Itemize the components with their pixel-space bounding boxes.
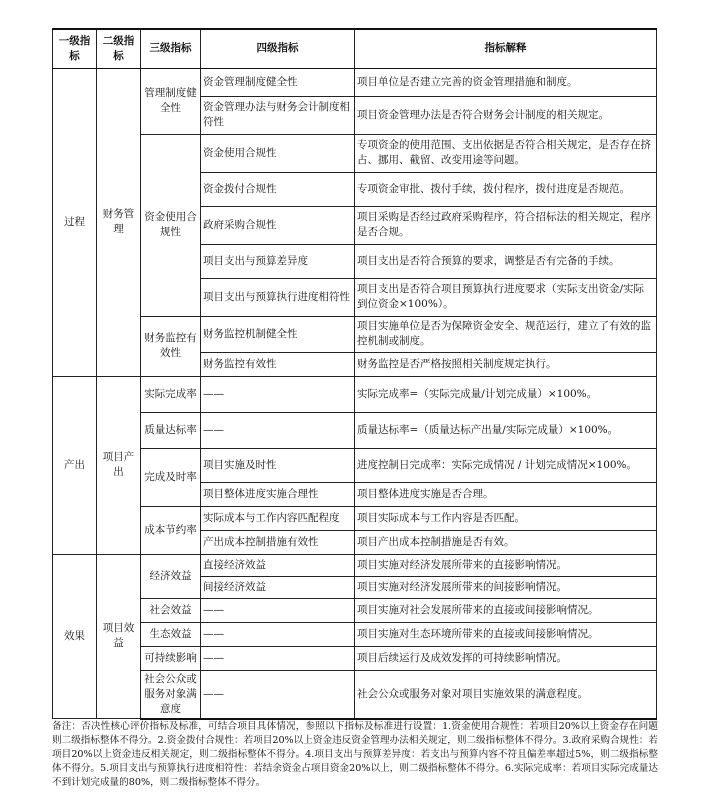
header-level1: 一级指标	[53, 29, 97, 68]
table-row	[53, 622, 657, 646]
level3-cell: 质量达标率	[141, 412, 201, 448]
level4-cell: 项目支出与预算差异度	[201, 244, 355, 278]
table-row	[53, 134, 657, 172]
level3-cell: 管理制度健全性	[141, 68, 201, 134]
level4-cell: ——	[201, 670, 355, 719]
explanation-cell: 社会公众或服务对象对项目实施效果的满意程度。	[355, 670, 657, 719]
level2-financial-management: 财务管理	[97, 68, 141, 376]
table-row	[53, 598, 657, 622]
header-explanation: 指标解释	[355, 29, 657, 68]
level4-cell: 财务监控机制健全性	[201, 316, 355, 352]
level4-cell: 实际成本与工作内容匹配程度	[201, 506, 355, 530]
table-footnote: 备注：否决性核心评价指标及标准，可结合项目具体情况，参照以下指标及标准进行设置：1.资金使用合规性：若项目20%以上资金存在问题则二级指标整体不得分。2.资金拨付合规性：若项目20%以上资金违反资金管理办法相关规定，则二级指标整体不得分。3.政府采购合规性：若项目20%以上资金违反相关规定，则二级指标整体不得分。4.项目支出与预算差异度：若支出与预算内容不符且偏差率超过5%，则二级指标整体不得分。5.项目支出与预算执行进度相符性：若结余资金占项目资金20%以上，则二级指标整体不得分。6.实际完成率：若项目实际完成量达不到计划完成量的80%，则二级指标整体不得分。	[52, 721, 658, 788]
level3-cell: 实际完成率	[141, 376, 201, 412]
level1-effect: 效果	[53, 554, 97, 719]
explanation-cell: 项目实施对经济发展所带来的间接影响情况。	[355, 576, 657, 598]
explanation-cell: 项目资金管理办法是否符合财务会计制度的相关规定。	[355, 96, 657, 134]
explanation-cell: 专项资金审批、拨付手续，拨付程序，拨付进度是否规范。	[355, 172, 657, 206]
level4-cell: 资金管理办法与财务会计制度相符性	[201, 96, 355, 134]
explanation-cell: 项目实施单位是否为保障资金安全、规范运行，建立了有效的监控机制或制度。	[355, 316, 657, 352]
level4-cell: 资金管理制度健全性	[201, 68, 355, 96]
level1-output: 产出	[53, 376, 97, 554]
explanation-cell: 质量达标率=（质量达标产出量/实际完成量）×100%。	[355, 412, 657, 448]
level4-cell: 项目实施及时性	[201, 448, 355, 482]
level4-cell: 间接经济效益	[201, 576, 355, 598]
level3-cell: 社会效益	[141, 598, 201, 622]
level3-cell: 可持续影响	[141, 646, 201, 670]
level3-cell: 财务监控有效性	[141, 316, 201, 376]
table-row	[53, 316, 657, 352]
level4-cell: ——	[201, 646, 355, 670]
explanation-cell: 项目后续运行及成效发挥的可持续影响情况。	[355, 646, 657, 670]
explanation-cell: 专项资金的使用范围、支出依据是否符合相关规定，是否存在挤占、挪用、截留、改变用途等问题。	[355, 134, 657, 172]
level4-cell: ——	[201, 412, 355, 448]
level1-process: 过程	[53, 68, 97, 376]
explanation-cell: 项目实施对社会发展所带来的直接或间接影响情况。	[355, 598, 657, 622]
level4-cell: 直接经济效益	[201, 554, 355, 576]
level3-cell: 成本节约率	[141, 506, 201, 554]
table-row	[53, 448, 657, 482]
level4-cell: ——	[201, 622, 355, 646]
explanation-cell: 项目实施对生态环境所带来的直接或间接影响情况。	[355, 622, 657, 646]
explanation-cell: 项目采购是否经过政府采购程序，符合招标法的相关规定，程序是否合规。	[355, 206, 657, 244]
level4-cell: 资金拨付合规性	[201, 172, 355, 206]
level4-cell: 项目支出与预算执行进度相符性	[201, 278, 355, 316]
explanation-cell: 实际完成率=（实际完成量/计划完成量）×100%。	[355, 376, 657, 412]
level4-cell: ——	[201, 376, 355, 412]
table-row	[53, 68, 657, 96]
explanation-cell: 项目支出是否符合项目预算执行进度要求（实际支出资金/实际到位资金×100%）。	[355, 278, 657, 316]
explanation-cell: 项目单位是否建立完善的资金管理措施和制度。	[355, 68, 657, 96]
level4-cell: ——	[201, 598, 355, 622]
indicator-table	[52, 28, 657, 720]
level4-cell: 资金使用合规性	[201, 134, 355, 172]
level3-cell: 完成及时率	[141, 448, 201, 506]
level4-cell: 财务监控有效性	[201, 352, 355, 376]
level4-cell: 政府采购合规性	[201, 206, 355, 244]
explanation-cell: 项目实际成本与工作内容是否匹配。	[355, 506, 657, 530]
table-row	[53, 554, 657, 576]
explanation-cell: 项目整体进度实施是否合理。	[355, 482, 657, 506]
level2-project-benefit: 项目效益	[97, 554, 141, 719]
table-row	[53, 646, 657, 670]
table-row	[53, 670, 657, 719]
table-row	[53, 376, 657, 412]
table-header-row	[53, 29, 657, 68]
explanation-cell: 项目支出是否符合预算的要求，调整是否有完备的手续。	[355, 244, 657, 278]
header-level2: 二级指标	[97, 29, 141, 68]
header-level3: 三级指标	[141, 29, 201, 68]
table-row	[53, 412, 657, 448]
level3-cell: 社会公众或服务对象满意度	[141, 670, 201, 719]
level3-cell: 生态效益	[141, 622, 201, 646]
explanation-cell: 进度控制日完成率：实际完成情况 / 计划完成情况×100%。	[355, 448, 657, 482]
header-level4: 四级指标	[201, 29, 355, 68]
level3-cell: 资金使用合规性	[141, 134, 201, 316]
table-row	[53, 506, 657, 530]
level4-cell: 产出成本控制措施有效性	[201, 530, 355, 554]
level3-cell: 经济效益	[141, 554, 201, 598]
level4-cell: 项目整体进度实施合理性	[201, 482, 355, 506]
explanation-cell: 项目实施对经济发展所带来的直接影响情况。	[355, 554, 657, 576]
level2-project-output: 项目产出	[97, 376, 141, 554]
explanation-cell: 项目产出成本控制措施是否有效。	[355, 530, 657, 554]
explanation-cell: 财务监控是否严格按照相关制度规定执行。	[355, 352, 657, 376]
